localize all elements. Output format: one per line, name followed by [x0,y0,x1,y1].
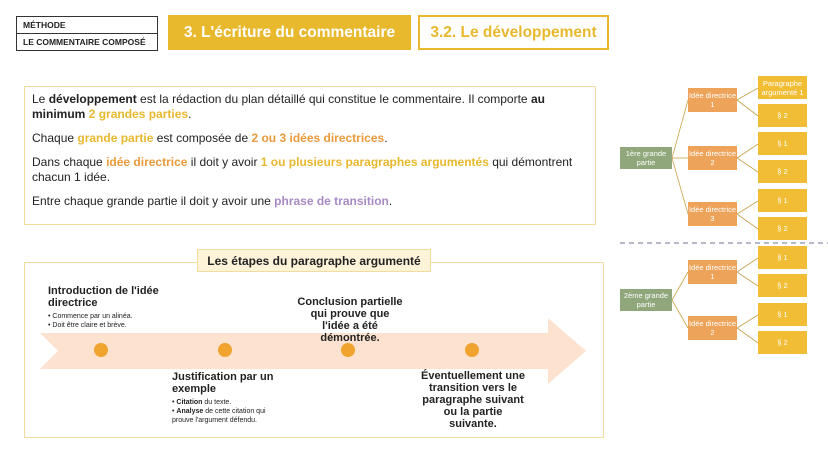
step-3-title: Conclusion partielle qui prouve que l'idée a été démontrée. [297,296,403,344]
intro-paragraph-4: Entre chaque grande partie il doit y avoir une phrase de transition. [32,194,393,208]
tree-paragraph-node: § 2 [758,331,807,354]
chapter-title: 3. L'écriture du commentaire [168,15,411,50]
step-2-title: Justification par un exemple [172,371,274,395]
tree-idea-2-1: Idée directrice 1 [688,260,737,284]
course-label: LE COMMENTAIRE COMPOSÉ [16,33,158,51]
step-2-bullet: • Analyse de cette citation qui prouve l'argument défendu. [172,407,287,425]
tree-idea-1-2: Idée directrice 2 [688,146,737,170]
intro-paragraph-3: Dans chaque idée directrice il doit y avoir 1 ou plusieurs paragraphes argumentés qui démontrent chacun 1 idée. [32,155,573,184]
tree-idea-2-2: Idée directrice 2 [688,316,737,340]
tree-idea-1-1: Idée directrice 1 [688,88,737,112]
intro-paragraph-2: Chaque grande partie est composée de 2 ou 3 idées directrices. [32,131,388,145]
tree-paragraph-node: § 1 [758,303,807,326]
tree-paragraph-node: Paragraphe argumenté 1 [758,76,807,99]
tree-paragraph-node: § 2 [758,160,807,183]
step-2-bullet: • Citation du texte. [172,398,287,407]
section-title: 3.2. Le développement [418,15,609,50]
intro-paragraph-1: Le développement est la rédaction du plan détaillé qui constitue le commentaire. Il comporte au minimum 2 grandes parties. [32,92,545,121]
tree-paragraph-node: § 1 [758,132,807,155]
tree-paragraph-node: § 1 [758,246,807,269]
tree-paragraph-node: § 1 [758,189,807,212]
tree-paragraph-node: § 2 [758,104,807,127]
method-label: MÉTHODE [16,16,158,33]
step-1-title: Introduction de l'idée directrice [48,285,159,309]
step-4-title: Éventuellement une transition vers le paragraphe suivant ou la partie suivante. [421,370,525,430]
steps-title: Les étapes du paragraphe argumenté [197,249,431,272]
tree-paragraph-node: § 2 [758,274,807,297]
tree-part-2: 2ème grande partie [620,289,672,311]
step-1-bullet: • Doit être claire et brève. [48,321,173,330]
step-1-bullet: • Commence par un alinéa. [48,312,173,321]
tree-idea-1-3: Idée directrice 3 [688,202,737,226]
tree-part-1: 1ère grande partie [620,147,672,169]
tree-paragraph-node: § 2 [758,217,807,240]
